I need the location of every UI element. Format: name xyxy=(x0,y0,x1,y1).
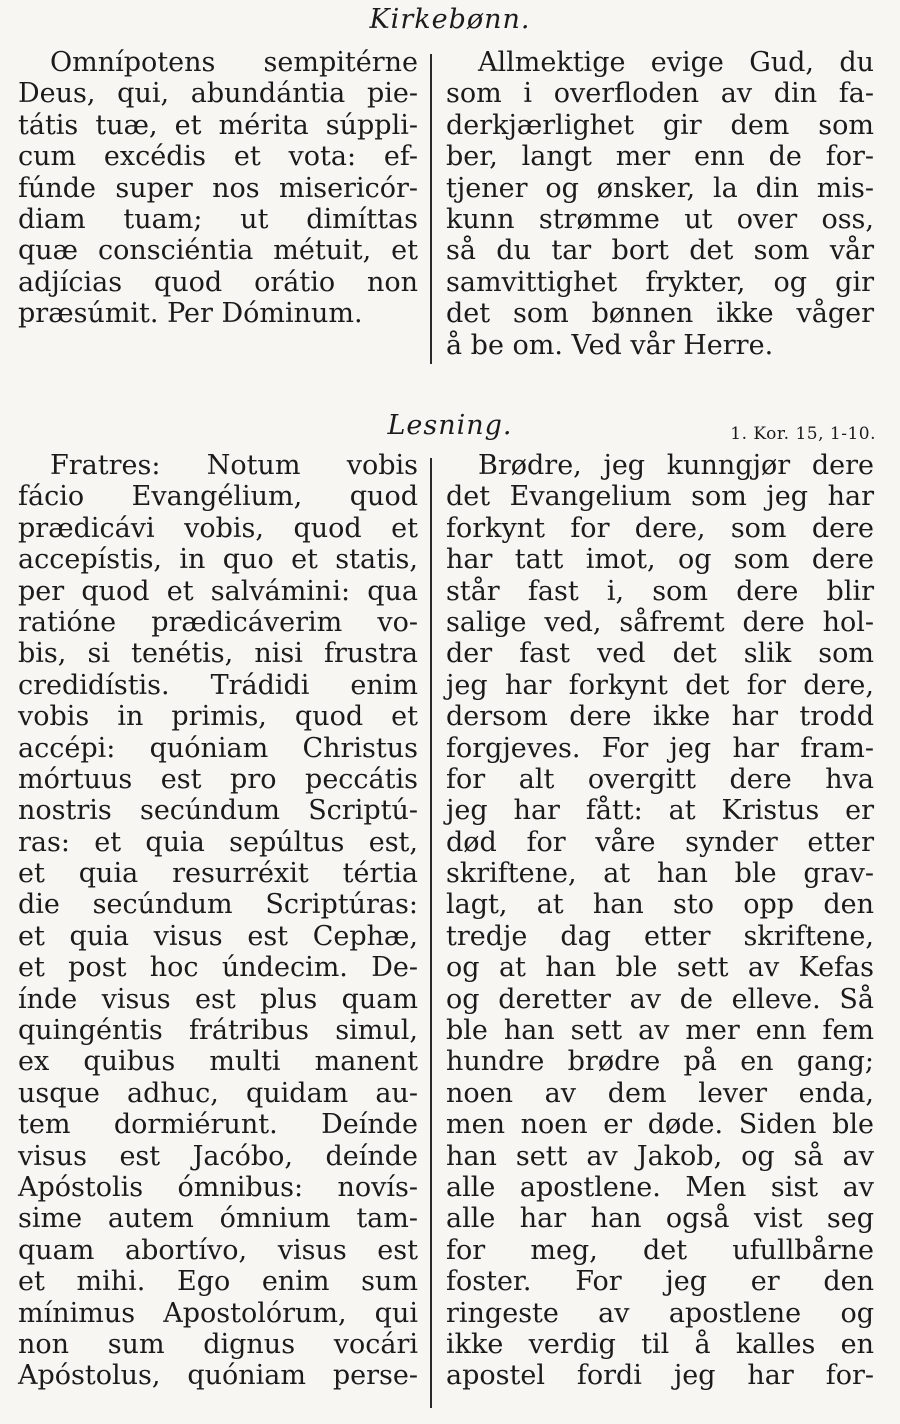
text-line: jeg har forkynt det for dere, xyxy=(446,669,874,701)
text-line: Fratres: Notum vobis xyxy=(50,450,418,481)
text-line: fúnde super nos misericór- xyxy=(18,172,418,204)
text-line: et mihi. Ego enim sum xyxy=(18,1266,418,1298)
text-line: skriftene, at han ble grav- xyxy=(446,858,874,890)
text-line: som i overfloden av din fa- xyxy=(446,78,874,110)
text-line: tem dormiérunt. Deínde xyxy=(18,1109,418,1141)
text-line: å be om. Ved vår Herre. xyxy=(446,329,774,361)
text-line: jeg har fått: at Kristus er xyxy=(446,795,874,827)
text-line: alle har han også vist seg xyxy=(446,1203,874,1235)
text-line: ras: et quia sepúltus est, xyxy=(18,826,418,858)
text-line: ex quibus multi manent xyxy=(18,1046,418,1078)
text-line: diam tuam; ut dimíttas xyxy=(18,203,418,235)
text-line: så du tar bort det som vår xyxy=(446,235,874,267)
text-line: og deretter av de elleve. Så xyxy=(446,983,874,1015)
text-line: et quia resurréxit tértia xyxy=(18,858,418,890)
text-line: har tatt imot, og som dere xyxy=(446,544,874,576)
text-line: vobis in primis, quod et xyxy=(18,701,418,733)
text-line: adjícias quod orátio non xyxy=(18,266,418,298)
text-line: præsúmit. Per Dóminum. xyxy=(18,298,363,330)
text-line: det Evangelium som jeg har xyxy=(446,481,874,513)
text-line: Apóstolus, quóniam perse- xyxy=(18,1360,418,1392)
heading-kirkebonn: Kirkebønn. xyxy=(369,4,531,35)
text-line: lagt, at han sto opp den xyxy=(446,889,874,921)
text-line: prædicávi vobis, quod et xyxy=(18,512,418,544)
collect-norwegian-column xyxy=(446,47,874,361)
text-line: det som bønnen ikke våger xyxy=(446,298,874,330)
text-line: quæ consciéntia métuit, et xyxy=(18,235,418,267)
text-line: Apóstolis ómnibus: novís- xyxy=(18,1171,418,1203)
text-line: visus est Jacóbo, deínde xyxy=(18,1140,418,1172)
text-line: bis, si tenétis, nisi frustra xyxy=(18,638,418,670)
heading-lesning: Lesning. xyxy=(387,410,513,441)
text-line: per quod et salvámini: qua xyxy=(18,575,418,607)
text-line: quingéntis frátribus simul, xyxy=(18,1015,418,1047)
collect-latin-column xyxy=(18,47,418,330)
text-line: accepístis, in quo et statis, xyxy=(18,544,418,576)
text-line: forkynt for dere, som dere xyxy=(446,512,874,544)
text-line: credidístis. Trádidi enim xyxy=(18,669,418,701)
text-line: die secúndum Scriptúras: xyxy=(18,889,418,921)
text-line: ratióne prædicáverim vo- xyxy=(18,606,418,638)
text-line: ikke verdig til å kalles en xyxy=(446,1328,874,1360)
text-line: Brødre, jeg kunngjør dere xyxy=(478,450,874,481)
text-line: kunn strømme ut over oss, xyxy=(446,203,874,235)
text-line: Deus, qui, abundántia pie- xyxy=(18,78,418,110)
text-line: et post hoc úndecim. De- xyxy=(18,952,418,984)
text-line: mórtuus est pro peccátis xyxy=(18,763,418,795)
text-line: derkjærlighet gir dem som xyxy=(446,109,874,141)
text-line: foster. For jeg er den xyxy=(446,1266,874,1298)
text-line: ble han sett av mer enn fem xyxy=(446,1015,874,1047)
text-line: ringeste av apostlene og xyxy=(446,1297,874,1329)
reading-norwegian-column xyxy=(446,450,874,1392)
text-line: Allmektige evige Gud, du xyxy=(478,47,874,78)
text-line: dersom dere ikke har trodd xyxy=(446,701,874,733)
text-line: sime autem ómnium tam- xyxy=(18,1203,418,1235)
text-line: der fast ved det slik som xyxy=(446,638,874,670)
column-divider xyxy=(430,458,432,1408)
text-line: for alt overgitt dere hva xyxy=(446,763,874,795)
scripture-reference: 1. Kor. 15, 1-10. xyxy=(730,424,876,444)
text-line: for meg, det ufullbårne xyxy=(446,1234,874,1266)
text-line: fácio Evangélium, quod xyxy=(18,481,418,513)
text-line: et quia visus est Cephæ, xyxy=(18,920,418,952)
text-line: noen av dem lever enda, xyxy=(446,1077,874,1109)
text-line: tredje dag etter skriftene, xyxy=(446,920,874,952)
text-line: og at han ble sett av Kefas xyxy=(446,952,874,984)
text-line: ber, langt mer enn de for- xyxy=(446,141,874,173)
text-line: tjener og ønsker, la din mis- xyxy=(446,172,874,204)
text-line: nostris secúndum Scriptú- xyxy=(18,795,418,827)
column-divider xyxy=(430,54,432,364)
text-line: står fast i, som dere blir xyxy=(446,575,874,607)
reading-latin-column xyxy=(18,450,418,1392)
text-line: apostel fordi jeg har for- xyxy=(446,1360,874,1392)
text-line: han sett av Jakob, og så av xyxy=(446,1140,874,1172)
text-line: quam abortívo, visus est xyxy=(18,1234,418,1266)
text-line: cum excédis et vota: ef- xyxy=(18,141,418,173)
text-line: tátis tuæ, et mérita súppli- xyxy=(18,109,418,141)
text-line: forgjeves. For jeg har fram- xyxy=(446,732,874,764)
text-line: usque adhuc, quidam au- xyxy=(18,1077,418,1109)
text-line: hundre brødre på en gang; xyxy=(446,1046,874,1078)
text-line: død for våre synder etter xyxy=(446,826,874,858)
text-line: men noen er døde. Siden ble xyxy=(446,1109,874,1141)
text-line: mínimus Apostolórum, qui xyxy=(18,1297,418,1329)
text-line: samvittighet frykter, og gir xyxy=(446,266,874,298)
text-line: non sum dignus vocári xyxy=(18,1328,418,1360)
text-line: Omnípotens sempitérne xyxy=(50,47,418,78)
text-line: accépi: quóniam Christus xyxy=(18,732,418,764)
text-line: salige ved, såfremt dere hol- xyxy=(446,606,874,638)
text-line: alle apostlene. Men sist av xyxy=(446,1171,874,1203)
text-line: índe visus est plus quam xyxy=(18,983,418,1015)
